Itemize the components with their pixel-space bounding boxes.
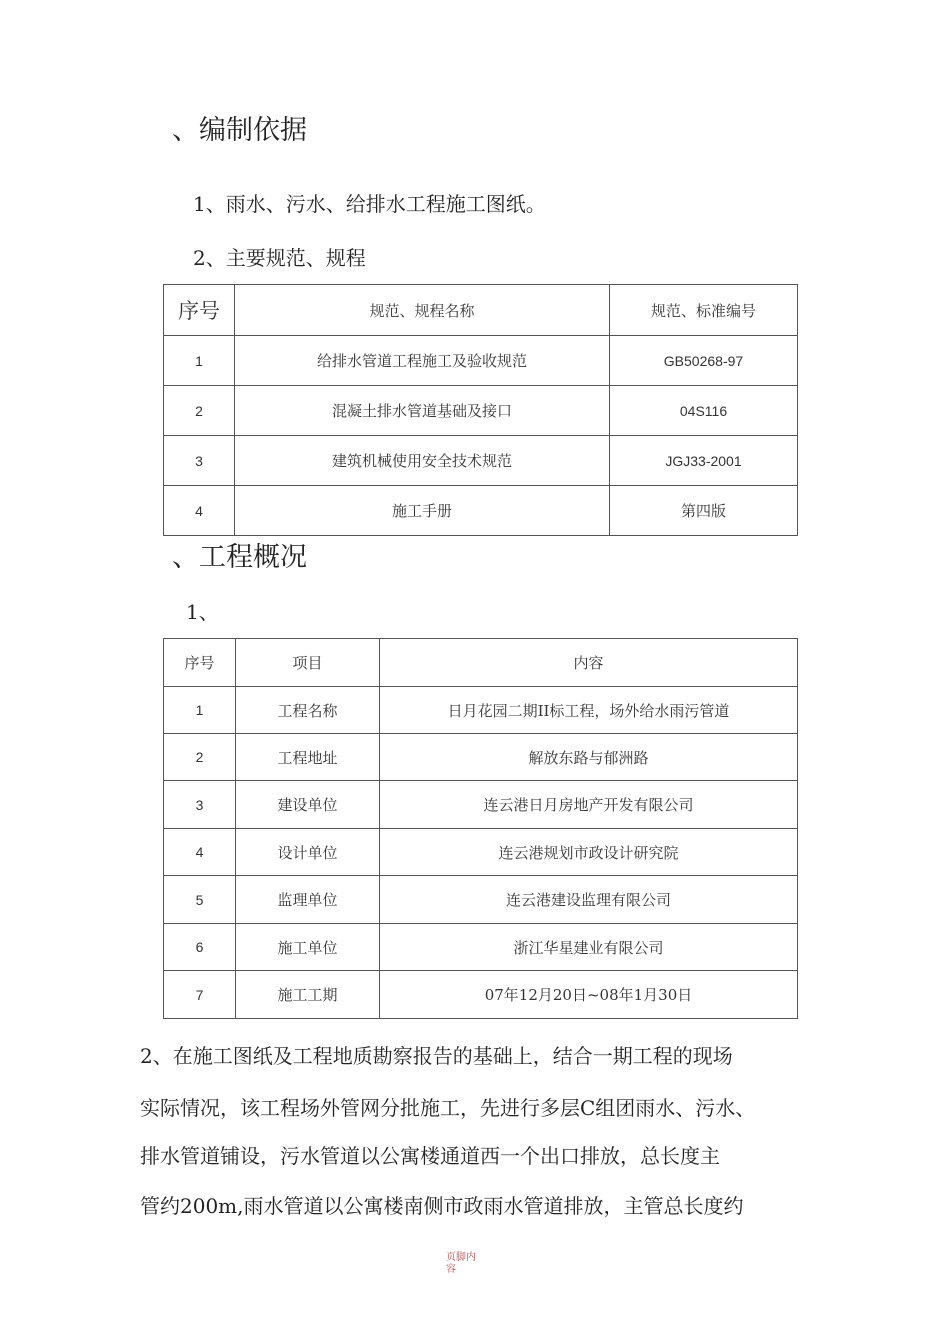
row-number: 4 xyxy=(164,829,236,876)
row-number: 2 xyxy=(164,386,235,436)
item-content: 日月花园二期II标工程，场外给水雨污管道 xyxy=(380,687,798,734)
item-label: 建设单位 xyxy=(236,781,380,829)
item-content: 浙江华星建业有限公司 xyxy=(380,924,798,971)
item-label: 工程名称 xyxy=(236,687,380,734)
table-row xyxy=(164,876,798,924)
row-number: 3 xyxy=(164,436,235,486)
item-content: 07年12月20日~08年1月30日 xyxy=(380,971,798,1019)
item-label: 施工单位 xyxy=(236,924,380,971)
overview-item-1: 1、 xyxy=(186,600,219,624)
basis-item-1: 1、雨水、污水、给排水工程施工图纸。 xyxy=(193,192,546,216)
item-label: 监理单位 xyxy=(236,876,380,924)
standard-name: 施工手册 xyxy=(235,486,610,536)
standard-code: 04S116 xyxy=(610,386,798,436)
table-row xyxy=(164,734,798,781)
standard-name: 混凝土排水管道基础及接口 xyxy=(235,386,610,436)
section-heading-overview: 、工程概况 xyxy=(172,542,307,573)
table-row xyxy=(164,829,798,876)
table-row xyxy=(164,436,798,486)
standard-code: GB50268-97 xyxy=(610,336,798,386)
basis-item-2: 2、主要规范、规程 xyxy=(193,246,366,270)
standard-code: JGJ33-2001 xyxy=(610,436,798,486)
page-footer: 页脚内容 xyxy=(446,1252,476,1275)
paragraph-line-3: 排水管道铺设，污水管道以公寓楼通道西一个出口排放，总长度主 xyxy=(140,1144,720,1168)
table-row xyxy=(164,781,798,829)
row-number: 4 xyxy=(164,486,235,536)
table-row xyxy=(164,924,798,971)
row-number: 5 xyxy=(164,876,236,924)
row-number: 7 xyxy=(164,971,236,1019)
item-label: 施工工期 xyxy=(236,971,380,1019)
project-info-table xyxy=(163,638,798,1019)
header-cell: 规范、规程名称 xyxy=(235,285,610,336)
standard-name: 建筑机械使用安全技术规范 xyxy=(235,436,610,486)
header-cell: 内容 xyxy=(380,639,798,687)
table-header-row xyxy=(164,285,798,336)
table-row xyxy=(164,486,798,536)
row-number: 1 xyxy=(164,687,236,734)
item-content: 连云港规划市政设计研究院 xyxy=(380,829,798,876)
standards-table xyxy=(163,284,798,536)
row-number: 1 xyxy=(164,336,235,386)
table-row xyxy=(164,336,798,386)
section-heading-basis: 、编制依据 xyxy=(172,115,307,146)
paragraph-line-4: 管约200m,雨水管道以公寓楼南侧市政雨水管道排放，主管总长度约 xyxy=(140,1194,744,1218)
table-header-row xyxy=(164,639,798,687)
table-row xyxy=(164,386,798,436)
table-row xyxy=(164,687,798,734)
row-number: 6 xyxy=(164,924,236,971)
standard-code: 第四版 xyxy=(610,486,798,536)
item-content: 连云港建设监理有限公司 xyxy=(380,876,798,924)
row-number: 2 xyxy=(164,734,236,781)
row-number: 3 xyxy=(164,781,236,829)
standard-name: 给排水管道工程施工及验收规范 xyxy=(235,336,610,386)
item-label: 设计单位 xyxy=(236,829,380,876)
table-row xyxy=(164,971,798,1019)
paragraph-line-2: 实际情况，该工程场外管网分批施工，先进行多层C组团雨水、污水、 xyxy=(140,1096,756,1120)
paragraph-line-1: 2、在施工图纸及工程地质勘察报告的基础上，结合一期工程的现场 xyxy=(140,1044,733,1068)
item-content: 连云港日月房地产开发有限公司 xyxy=(380,781,798,829)
header-cell: 规范、标准编号 xyxy=(610,285,798,336)
item-content: 解放东路与郁洲路 xyxy=(380,734,798,781)
header-cell: 序号 xyxy=(164,639,236,687)
item-label: 工程地址 xyxy=(236,734,380,781)
header-cell: 项目 xyxy=(236,639,380,687)
header-cell: 序号 xyxy=(164,285,235,336)
